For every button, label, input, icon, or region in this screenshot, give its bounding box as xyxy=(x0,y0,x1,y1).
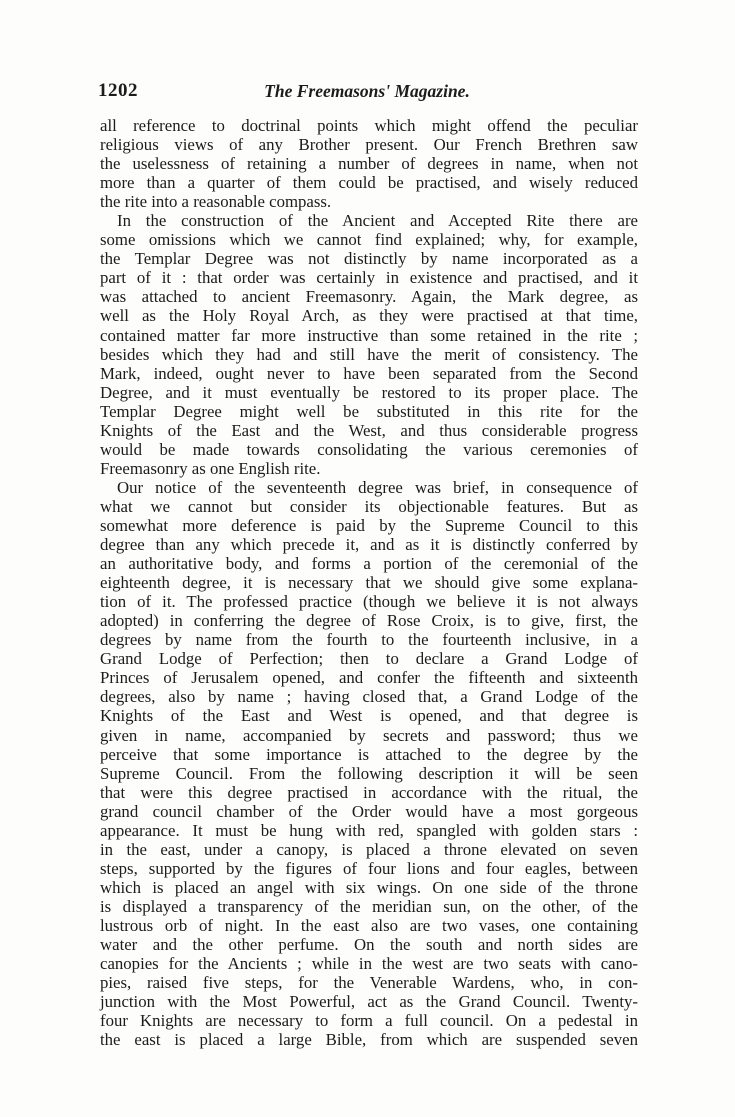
text-line: well as the Holy Royal Arch, as they were practised at that time, xyxy=(100,306,638,326)
text-line: that were this degree practised in accordance with the ritual, the xyxy=(100,782,638,802)
text-line: the east is placed a large Bible, from which are suspended seven xyxy=(100,1030,638,1050)
text-line: given in name, accompanied by secrets and password; thus we xyxy=(100,725,638,745)
text-line: Degree, and it must eventually be restored to its proper place. The xyxy=(100,382,638,402)
text-line: water and the other perfume. On the south and north sides are xyxy=(100,935,638,955)
page-number: 1202 xyxy=(98,80,138,101)
article-body xyxy=(100,116,638,1049)
text-line: Princes of Jerusalem opened, and confer the fifteenth and sixteenth xyxy=(100,668,638,688)
text-line: appearance. It must be hung with red, spangled with golden stars : xyxy=(100,820,638,840)
text-line: an authoritative body, and forms a portion of the ceremonial of the xyxy=(100,554,638,574)
text-line: lustrous orb of night. In the east also are two vases, one containing xyxy=(100,915,638,935)
text-line: somewhat more deference is paid by the Supreme Council to this xyxy=(100,515,638,535)
text-line: in the east, under a canopy, is placed a throne elevated on seven xyxy=(100,839,638,859)
running-title: The Freemasons' Magazine. xyxy=(264,81,470,101)
text-line: the rite into a reasonable compass. xyxy=(100,192,332,212)
text-line: the Templar Degree was not distinctly by name incorporated as a xyxy=(100,249,638,269)
text-line: four Knights are necessary to form a full council. On a pedestal in xyxy=(100,1011,638,1031)
text-line: grand council chamber of the Order would have a most gorgeous xyxy=(100,801,638,821)
text-line: Grand Lodge of Perfection; then to declare a Grand Lodge of xyxy=(100,649,638,669)
text-line: some omissions which we cannot find explained; why, for example, xyxy=(100,230,638,250)
text-line: what we cannot but consider its objectionable features. But as xyxy=(100,496,638,516)
text-line: canopies for the Ancients ; while in the west are two seats with cano- xyxy=(100,954,638,974)
text-line: besides which they had and still have the merit of consistency. The xyxy=(100,344,638,364)
text-line: degrees by name from the fourth to the fourteenth inclusive, in a xyxy=(100,630,638,650)
paragraph-first-line: Our notice of the seventeenth degree was brief, in consequence of xyxy=(117,477,638,497)
text-line: adopted) in conferring the degree of Rose Croix, is to give, first, the xyxy=(100,611,638,631)
text-line: Knights of the East and West is opened, and that degree is xyxy=(100,706,638,726)
text-line: Mark, indeed, ought never to have been separated from the Second xyxy=(100,363,638,383)
text-line: was attached to ancient Freemasonry. Again, the Mark degree, as xyxy=(100,287,638,307)
text-line: would be made towards consolidating the various ceremonies of xyxy=(100,439,638,459)
text-line: which is placed an angel with six wings. On one side of the throne xyxy=(100,877,638,897)
text-line: perceive that some importance is attached to the degree by the xyxy=(100,744,638,764)
text-line: Templar Degree might well be substituted in this rite for the xyxy=(100,401,638,421)
paragraph-first-line: In the construction of the Ancient and Accepted Rite there are xyxy=(117,211,638,231)
text-line: degree than any which precede it, and as it is distinctly conferred by xyxy=(100,535,638,555)
text-line: is displayed a transparency of the meridian sun, on the other, of the xyxy=(100,896,638,916)
text-line: all reference to doctrinal points which might offend the peculiar xyxy=(100,116,638,135)
text-line: more than a quarter of them could be practised, and wisely reduced xyxy=(100,173,638,193)
text-line: Knights of the East and the West, and thus considerable progress xyxy=(100,420,638,440)
text-line: the uselessness of retaining a number of degrees in name, when not xyxy=(100,154,638,174)
text-line: steps, supported by the figures of four lions and four eagles, between xyxy=(100,858,638,878)
text-line: eighteenth degree, it is necessary that we should give some explana- xyxy=(100,573,638,593)
text-line: contained matter far more instructive than some retained in the rite ; xyxy=(100,325,638,345)
text-line: Supreme Council. From the following description it will be seen xyxy=(100,763,638,783)
text-line: part of it : that order was certainly in existence and practised, and it xyxy=(100,268,638,288)
text-line: junction with the Most Powerful, act as the Grand Council. Twenty- xyxy=(100,992,638,1012)
text-line: Freemasonry as one English rite. xyxy=(100,458,321,478)
page-header xyxy=(96,80,638,106)
text-line: degrees, also by name ; having closed that, a Grand Lodge of the xyxy=(100,687,638,707)
text-line: religious views of any Brother present. Our French Brethren saw xyxy=(100,135,638,155)
text-line: pies, raised five steps, for the Venerable Wardens, who, in con- xyxy=(100,973,638,993)
text-line: tion of it. The professed practice (though we believe it is not always xyxy=(100,592,638,612)
